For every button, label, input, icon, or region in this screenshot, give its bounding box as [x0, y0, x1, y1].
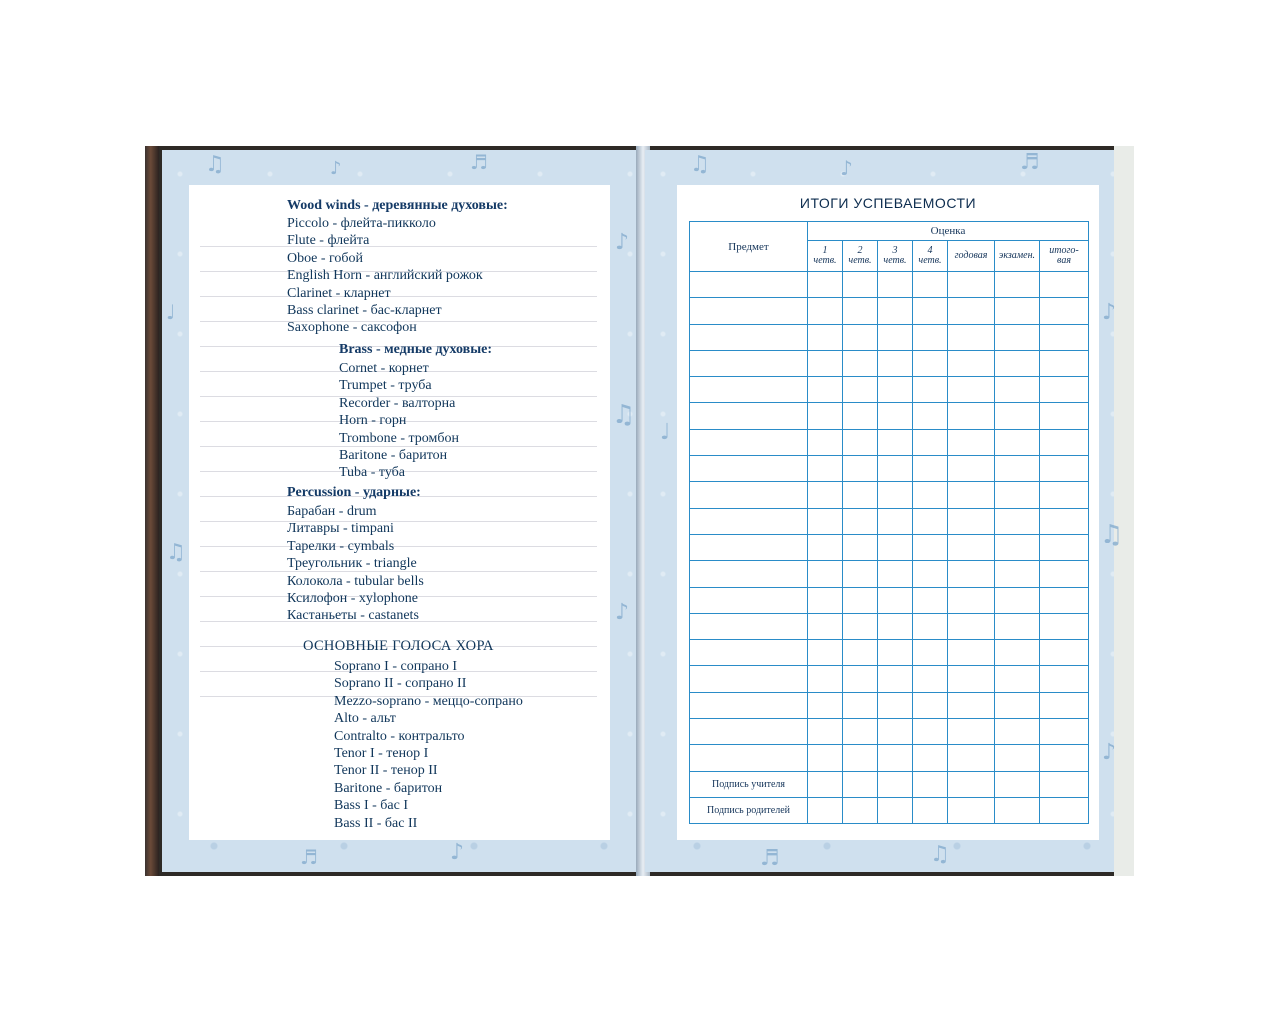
grade-header: Оценка: [808, 222, 1089, 241]
grade-row: [690, 719, 1089, 745]
grade-cell: [808, 613, 843, 639]
grade-cell: [1040, 745, 1089, 771]
grade-cell: [1040, 324, 1089, 350]
grade-cell: [948, 640, 995, 666]
grade-row: [690, 534, 1089, 560]
grade-cell: [808, 508, 843, 534]
grade-cell: [948, 534, 995, 560]
grade-cell: [1040, 429, 1089, 455]
brass-item: Trumpet - труба: [339, 378, 432, 394]
woodwind-item: Oboe - гобой: [287, 250, 363, 266]
grade-cell: [948, 719, 995, 745]
percussion-item: Кастаньеты - castanets: [287, 608, 419, 624]
grade-cell: [843, 350, 878, 376]
grade-cell: [878, 508, 913, 534]
grade-cell: [948, 745, 995, 771]
grade-cell: [878, 797, 913, 823]
brass-item: Tuba - туба: [339, 465, 406, 481]
grade-cell: [1040, 692, 1089, 718]
grade-cell: [843, 298, 878, 324]
quarter-header: 2 четв.: [843, 241, 878, 272]
woodwind-item: Flute - флейта: [287, 233, 370, 249]
grade-cell: [808, 561, 843, 587]
annual-header: годовая: [948, 241, 995, 272]
grade-cell: [1040, 482, 1089, 508]
brass-header: Brass - медные духовые:: [339, 342, 493, 357]
grade-cell: [878, 745, 913, 771]
grade-cell: [878, 377, 913, 403]
grade-cell: [808, 403, 843, 429]
grade-cell: [995, 350, 1040, 376]
percussion-item: Литавры - timpani: [287, 521, 394, 537]
right-cover-edge: [1114, 146, 1134, 876]
woodwind-item: English Horn - английский рожок: [287, 268, 483, 284]
grade-cell: [948, 350, 995, 376]
grade-cell: [948, 403, 995, 429]
grade-cell: [1040, 797, 1089, 823]
subject-cell: [690, 482, 808, 508]
grade-cell: [878, 534, 913, 560]
choir-voice-item: Soprano I - сопрано I: [334, 659, 458, 674]
percussion-item: Барабан - drum: [287, 504, 377, 519]
grade-cell: [843, 640, 878, 666]
grade-cell: [995, 324, 1040, 350]
choir-voice-item: Bass I - бас I: [334, 798, 408, 814]
grade-cell: [1040, 534, 1089, 560]
grade-cell: [808, 771, 843, 797]
grade-cell: [995, 561, 1040, 587]
grade-cell: [913, 692, 948, 718]
grade-cell: [878, 587, 913, 613]
grade-cell: [843, 587, 878, 613]
choir-voice-item: Mezzo-soprano - меццо-сопрано: [334, 693, 523, 709]
grade-cell: [808, 692, 843, 718]
choir-header: ОСНОВНЫЕ ГОЛОСА ХОРА: [303, 638, 494, 654]
brass-item: Baritone - баритон: [339, 447, 448, 463]
grade-row: [690, 482, 1089, 508]
grade-cell: [843, 508, 878, 534]
grade-cell: [878, 561, 913, 587]
exam-header: экзамен.: [995, 241, 1040, 272]
grade-row: [690, 508, 1089, 534]
grade-cell: [843, 692, 878, 718]
grade-cell: [808, 324, 843, 350]
music-note-icon: ♪: [1102, 300, 1117, 325]
grade-cell: [878, 482, 913, 508]
music-note-icon: ♬: [470, 150, 488, 174]
brass-list: [339, 360, 459, 482]
grade-cell: [808, 587, 843, 613]
music-note-icon: ♫: [612, 400, 636, 430]
grade-row: [690, 298, 1089, 324]
choir-voice-item: Tenor II - тенор II: [334, 763, 438, 779]
music-note-icon: ♪: [615, 230, 630, 255]
grade-row: [690, 561, 1089, 587]
grade-cell: [1040, 613, 1089, 639]
subject-cell: [690, 745, 808, 771]
grade-cell: [1040, 272, 1089, 298]
grade-cell: [843, 429, 878, 455]
grade-cell: [878, 298, 913, 324]
grade-row: [690, 666, 1089, 692]
grade-row: [690, 377, 1089, 403]
grade-cell: [913, 719, 948, 745]
grade-cell: [1040, 298, 1089, 324]
grade-cell: [878, 324, 913, 350]
grade-cell: [1040, 640, 1089, 666]
quarter-header: 4 четв.: [913, 241, 948, 272]
grade-row: [690, 324, 1089, 350]
grade-cell: [1040, 508, 1089, 534]
choir-list: [334, 658, 523, 832]
subject-cell: [690, 272, 808, 298]
grade-cell: [843, 403, 878, 429]
grade-cell: [948, 666, 995, 692]
grade-cell: [1040, 350, 1089, 376]
grade-cell: [995, 613, 1040, 639]
subject-cell: [690, 719, 808, 745]
choir-voice-item: Baritone - баритон: [334, 780, 443, 796]
grade-cell: [913, 298, 948, 324]
subject-cell: [690, 377, 808, 403]
grade-cell: [1040, 377, 1089, 403]
grade-cell: [913, 561, 948, 587]
grade-cell: [913, 508, 948, 534]
grade-cell: [913, 745, 948, 771]
grade-cell: [995, 298, 1040, 324]
choir-voice-item: Contralto - контральто: [334, 728, 465, 744]
signature-row: [690, 797, 1089, 823]
grade-cell: [948, 797, 995, 823]
grade-cell: [843, 456, 878, 482]
subject-cell: [690, 666, 808, 692]
choir-voice-item: Soprano II - сопрано II: [334, 676, 467, 692]
grade-row: [690, 613, 1089, 639]
grade-cell: [843, 666, 878, 692]
grade-cell: [995, 508, 1040, 534]
music-note-icon: ♫: [1100, 520, 1124, 550]
grade-cell: [948, 613, 995, 639]
book-cover-edge: [145, 146, 159, 876]
grade-cell: [913, 482, 948, 508]
grade-cell: [913, 613, 948, 639]
grade-row: [690, 456, 1089, 482]
brass-item: Trombone - тромбон: [339, 430, 459, 446]
grade-cell: [995, 666, 1040, 692]
grade-row: [690, 350, 1089, 376]
music-note-icon: ♫: [690, 152, 710, 177]
grade-cell: [995, 797, 1040, 823]
woodwind-item: Piccolo - флейта-пикколо: [287, 216, 436, 231]
grade-cell: [878, 456, 913, 482]
grade-cell: [913, 534, 948, 560]
subject-cell: [690, 561, 808, 587]
grade-cell: [913, 429, 948, 455]
grade-cell: [843, 324, 878, 350]
music-note-icon: ♪: [330, 158, 342, 179]
grade-cell: [995, 692, 1040, 718]
music-note-icon: ♪: [1102, 740, 1117, 765]
subject-cell: [690, 640, 808, 666]
final-header: итого- вая: [1040, 241, 1089, 272]
percussion-item: Треугольник - triangle: [287, 556, 417, 572]
brass-item: Horn - горн: [339, 413, 407, 429]
grade-cell: [843, 719, 878, 745]
grade-cell: [948, 508, 995, 534]
grade-row: [690, 272, 1089, 298]
woodwinds-header: Wood winds - деревянные духовые:: [287, 198, 508, 213]
grade-cell: [808, 429, 843, 455]
grade-cell: [808, 534, 843, 560]
grade-cell: [995, 429, 1040, 455]
grade-cell: [843, 272, 878, 298]
signature-row: [690, 771, 1089, 797]
grade-cell: [948, 692, 995, 718]
grade-cell: [808, 456, 843, 482]
grade-cell: [843, 771, 878, 797]
music-note-icon: ♫: [930, 842, 950, 867]
music-note-icon: ♪: [840, 156, 853, 180]
subject-cell: [690, 324, 808, 350]
grade-cell: [878, 613, 913, 639]
grade-cell: [948, 771, 995, 797]
grade-cell: [995, 745, 1040, 771]
grade-cell: [1040, 771, 1089, 797]
woodwind-item: Bass clarinet - бас-кларнет: [287, 302, 442, 318]
page-title: ИТОГИ УСПЕВАЕМОСТИ: [799, 195, 977, 211]
grade-cell: [948, 561, 995, 587]
subject-cell: [690, 508, 808, 534]
music-note-icon: ♪: [450, 840, 465, 865]
grade-cell: [913, 587, 948, 613]
grade-cell: [995, 482, 1040, 508]
grade-cell: [878, 719, 913, 745]
grade-cell: [913, 640, 948, 666]
grade-cell: [843, 561, 878, 587]
choir-voice-item: Tenor I - тенор I: [334, 745, 429, 761]
grade-cell: [843, 613, 878, 639]
grade-cell: [1040, 403, 1089, 429]
subject-cell: [690, 403, 808, 429]
grade-cell: [808, 640, 843, 666]
grade-cell: [1040, 587, 1089, 613]
grade-cell: [808, 666, 843, 692]
grade-cell: [808, 745, 843, 771]
grade-cell: [878, 429, 913, 455]
percussion-list: [287, 503, 424, 625]
percussion-item: Ксилофон - xylophone: [287, 590, 419, 606]
music-note-icon: ♬: [300, 845, 318, 869]
grade-row: [690, 429, 1089, 455]
grade-cell: [913, 403, 948, 429]
percussion-item: Тарелки - cymbals: [287, 538, 395, 554]
subject-cell: [690, 692, 808, 718]
choir-voice-item: Alto - альт: [334, 711, 396, 727]
grade-cell: [948, 272, 995, 298]
grade-cell: [913, 797, 948, 823]
grade-cell: [808, 272, 843, 298]
grade-row: [690, 745, 1089, 771]
grade-cell: [948, 324, 995, 350]
grade-cell: [878, 771, 913, 797]
music-note-icon: ♪: [615, 600, 630, 625]
grade-cell: [948, 377, 995, 403]
grade-cell: [843, 534, 878, 560]
grade-cell: [843, 745, 878, 771]
grade-row: [690, 403, 1089, 429]
grade-row: [690, 587, 1089, 613]
choir-voice-item: Bass II - бас II: [334, 815, 418, 831]
music-note-icon: ♫: [166, 540, 186, 565]
grade-cell: [843, 377, 878, 403]
music-note-icon: ♬: [1020, 150, 1040, 175]
grade-cell: [1040, 666, 1089, 692]
subject-cell: [690, 613, 808, 639]
signature-label: Подпись учителя: [690, 771, 808, 797]
grade-cell: [913, 324, 948, 350]
grade-cell: [808, 482, 843, 508]
grade-cell: [1040, 456, 1089, 482]
subject-cell: [690, 350, 808, 376]
subject-cell: [690, 429, 808, 455]
grade-cell: [843, 797, 878, 823]
grade-cell: [1040, 561, 1089, 587]
grade-cell: [995, 534, 1040, 560]
grade-cell: [843, 482, 878, 508]
quarter-header: 3 четв.: [878, 241, 913, 272]
quarter-header: 1 четв.: [808, 241, 843, 272]
subject-cell: [690, 534, 808, 560]
grade-cell: [995, 456, 1040, 482]
brass-item: Cornet - корнет: [339, 361, 429, 376]
grade-row: [690, 640, 1089, 666]
grade-cell: [808, 719, 843, 745]
subject-cell: [690, 456, 808, 482]
grade-cell: [995, 719, 1040, 745]
grade-cell: [948, 482, 995, 508]
grade-cell: [913, 350, 948, 376]
grade-cell: [913, 456, 948, 482]
music-note-icon: ♩: [660, 420, 671, 445]
music-note-icon: ♫: [205, 152, 225, 177]
grades-table: [689, 221, 1089, 824]
brass-item: Recorder - валторна: [339, 395, 456, 411]
signature-label: Подпись родителей: [690, 797, 808, 823]
grade-cell: [995, 377, 1040, 403]
grade-cell: [808, 797, 843, 823]
grade-cell: [995, 771, 1040, 797]
percussion-item: Колокола - tubular bells: [287, 573, 424, 589]
grade-cell: [1040, 719, 1089, 745]
woodwind-item: Clarinet - кларнет: [287, 285, 391, 301]
grade-cell: [913, 666, 948, 692]
grade-cell: [995, 403, 1040, 429]
music-note-icon: ♩: [166, 300, 176, 324]
grade-cell: [878, 692, 913, 718]
percussion-header: Percussion - ударные:: [287, 485, 421, 500]
grade-cell: [995, 587, 1040, 613]
grade-cell: [913, 771, 948, 797]
grade-cell: [948, 298, 995, 324]
subject-header: Предмет: [690, 222, 808, 272]
woodwind-item: Saxophone - саксофон: [287, 320, 417, 336]
grade-cell: [913, 377, 948, 403]
grade-cell: [878, 640, 913, 666]
grade-cell: [878, 272, 913, 298]
grade-cell: [948, 456, 995, 482]
grade-cell: [808, 298, 843, 324]
grade-row: [690, 692, 1089, 718]
subject-cell: [690, 587, 808, 613]
grade-cell: [878, 666, 913, 692]
grade-cell: [878, 350, 913, 376]
grade-cell: [995, 272, 1040, 298]
grade-cell: [808, 350, 843, 376]
music-note-icon: ♬: [760, 846, 780, 871]
grade-cell: [878, 403, 913, 429]
woodwinds-list: [287, 215, 483, 337]
subject-cell: [690, 298, 808, 324]
grade-cell: [808, 377, 843, 403]
grade-cell: [948, 429, 995, 455]
grade-cell: [913, 272, 948, 298]
grade-cell: [995, 640, 1040, 666]
grade-cell: [948, 587, 995, 613]
